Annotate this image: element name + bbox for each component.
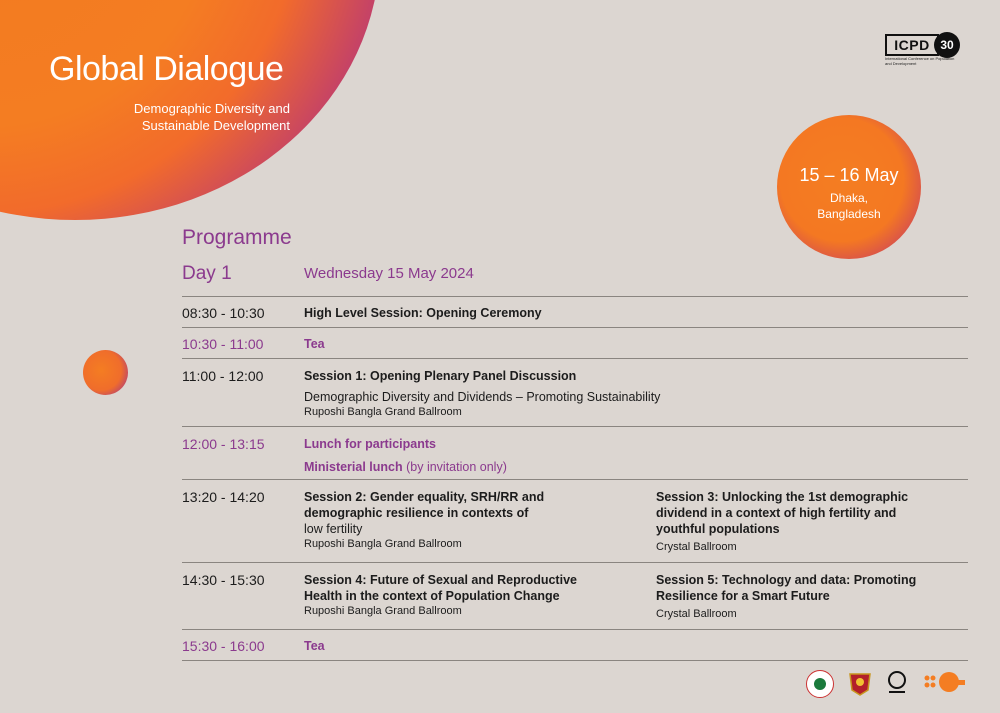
session-title: Tea xyxy=(304,337,325,351)
session-block: Session 4: Future of Sexual and Reproductive Health in the context of Population Change Ruposhi Bangla Grand Ballroom xyxy=(304,572,604,619)
session-subtitle: Demographic Diversity and Dividends – Promoting Sustainability xyxy=(304,390,661,404)
partner-round-logo xyxy=(885,670,909,696)
event-location: Dhaka, Bangladesh xyxy=(817,191,881,221)
divider xyxy=(182,479,968,480)
time-slot: 14:30 - 15:30 xyxy=(182,572,265,588)
session-title: High Level Session: Opening Ceremony xyxy=(304,306,542,320)
page-title: Global Dialogue xyxy=(49,50,284,88)
event-date-badge xyxy=(777,115,921,259)
time-slot: 10:30 - 11:00 xyxy=(182,336,264,352)
session-venue: Ruposhi Bangla Grand Ballroom xyxy=(304,605,462,617)
icpd30-logo: ICPD 30 International Conference on Population and Development xyxy=(885,32,969,64)
divider xyxy=(182,426,968,427)
event-dates: 15 – 16 May xyxy=(799,165,899,185)
divider xyxy=(182,358,968,359)
decorative-small-blob xyxy=(83,350,128,395)
bangladesh-emblem-logo xyxy=(806,670,834,698)
programme-heading: Programme xyxy=(182,226,292,249)
divider xyxy=(182,660,968,661)
session-block: Session 3: Unlocking the 1st demographic dividend in a context of high fertility and youthful populations Crystal Ballroom xyxy=(656,489,956,555)
session-title-2: Ministerial lunch (by invitation only) xyxy=(304,460,507,474)
session-venue: Crystal Ballroom xyxy=(656,541,737,553)
time-slot: 15:30 - 16:00 xyxy=(182,638,265,654)
session-title: Tea xyxy=(304,639,325,653)
time-slot: 12:00 - 13:15 xyxy=(182,436,265,452)
day-date: Wednesday 15 May 2024 xyxy=(304,265,474,282)
session-venue: Ruposhi Bangla Grand Ballroom xyxy=(304,538,462,550)
divider xyxy=(182,296,968,297)
time-slot: 11:00 - 12:00 xyxy=(182,368,264,384)
time-slot: 13:20 - 14:20 xyxy=(182,489,265,505)
bulgaria-coat-of-arms-logo xyxy=(846,670,874,696)
session-title: Session 1: Opening Plenary Panel Discussion xyxy=(304,369,577,383)
session-venue: Ruposhi Bangla Grand Ballroom xyxy=(304,406,462,418)
page-subtitle: Demographic Diversity and Sustainable Development xyxy=(133,101,290,133)
divider xyxy=(182,327,968,328)
session-block: Session 5: Technology and data: Promoting Resilience for a Smart Future Crystal Ballroom xyxy=(656,572,956,622)
session-block: Session 2: Gender equality, SRH/RR and demographic resilience in contexts of low fertility Ruposhi Bangla Grand Ballroom xyxy=(304,489,604,552)
session-venue: Crystal Ballroom xyxy=(656,608,737,620)
divider xyxy=(182,629,968,630)
divider xyxy=(182,562,968,563)
session-title: Lunch for participants xyxy=(304,437,436,451)
time-slot: 08:30 - 10:30 xyxy=(182,305,265,321)
day-label: Day 1 xyxy=(182,263,232,284)
unfpa-logo xyxy=(921,670,967,696)
